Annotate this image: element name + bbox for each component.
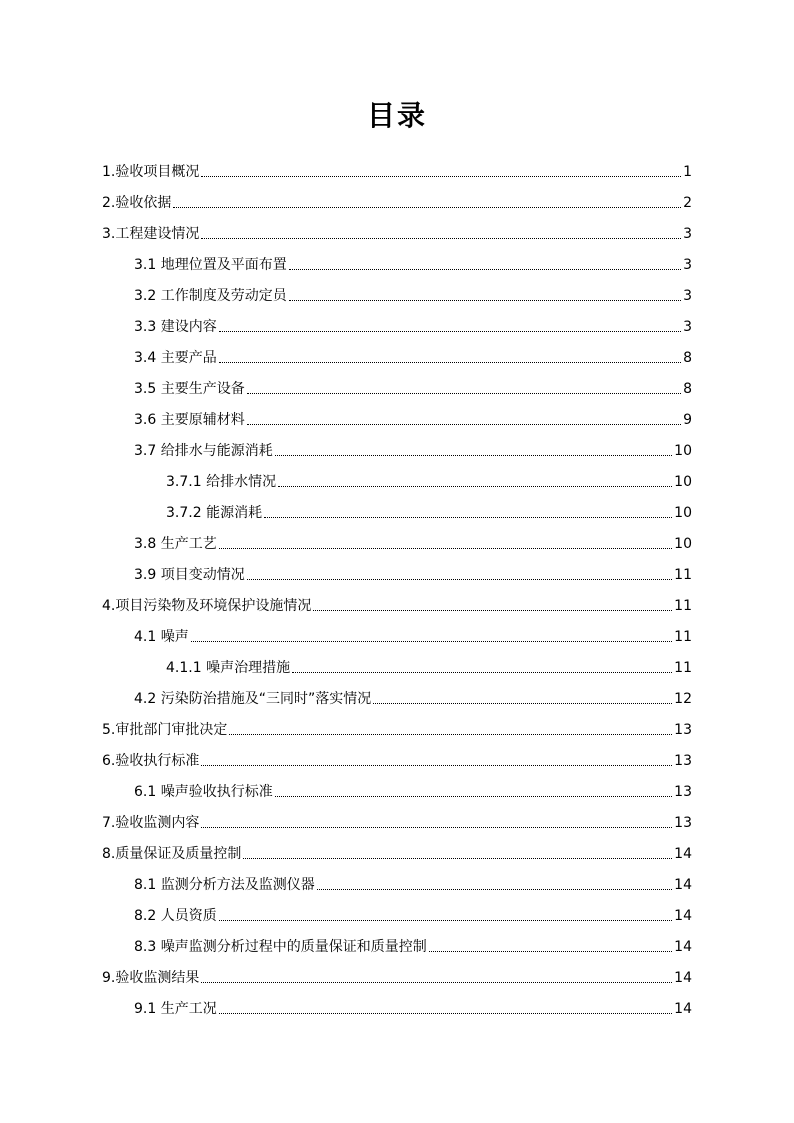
- toc-entry-page-number: 3: [683, 257, 692, 273]
- dot-leader: [317, 888, 672, 890]
- dot-leader: [219, 361, 681, 363]
- toc-list: [102, 153, 692, 1021]
- dot-leader: [373, 702, 672, 704]
- toc-entry-page-number: 2: [683, 195, 692, 211]
- toc-entry-label: 9.验收监测结果: [102, 970, 200, 986]
- toc-entry-page-number: 14: [674, 1001, 692, 1017]
- toc-entry-page-number: 8: [683, 381, 692, 397]
- toc-entry[interactable]: [102, 246, 692, 277]
- toc-entry[interactable]: [102, 680, 692, 711]
- toc-entry-label: 4.1 噪声: [134, 629, 189, 645]
- toc-entry[interactable]: [102, 370, 692, 401]
- toc-entry-page-number: 13: [674, 722, 692, 738]
- dot-leader: [247, 392, 681, 394]
- toc-entry-label: 3.5 主要生产设备: [134, 381, 245, 397]
- dot-leader: [219, 330, 681, 332]
- toc-entry[interactable]: [102, 432, 692, 463]
- dot-leader: [275, 454, 672, 456]
- toc-entry[interactable]: [102, 959, 692, 990]
- toc-entry-label: 6.验收执行标准: [102, 753, 200, 769]
- toc-entry-page-number: 14: [674, 970, 692, 986]
- toc-entry-label: 9.1 生产工况: [134, 1001, 217, 1017]
- toc-entry-page-number: 3: [683, 288, 692, 304]
- toc-entry-label: 3.7.2 能源消耗: [166, 505, 263, 521]
- toc-entry[interactable]: [102, 494, 692, 525]
- dot-leader: [201, 826, 672, 828]
- toc-entry[interactable]: [102, 215, 692, 246]
- toc-entry[interactable]: [102, 866, 692, 897]
- dot-leader: [264, 516, 672, 518]
- dot-leader: [219, 547, 672, 549]
- toc-entry[interactable]: [102, 804, 692, 835]
- toc-entry[interactable]: [102, 835, 692, 866]
- toc-entry-page-number: 10: [674, 474, 692, 490]
- toc-entry-label: 3.8 生产工艺: [134, 536, 217, 552]
- dot-leader: [201, 237, 681, 239]
- toc-entry-page-number: 10: [674, 443, 692, 459]
- toc-entry-label: 3.1 地理位置及平面布置: [134, 257, 287, 273]
- toc-entry[interactable]: [102, 463, 692, 494]
- toc-entry-label: 8.1 监测分析方法及监测仪器: [134, 877, 315, 893]
- toc-entry-page-number: 14: [674, 846, 692, 862]
- toc-entry-page-number: 3: [683, 226, 692, 242]
- toc-entry-label: 5.审批部门审批决定: [102, 722, 228, 738]
- dot-leader: [201, 981, 672, 983]
- toc-entry-label: 3.4 主要产品: [134, 350, 217, 366]
- dot-leader: [429, 950, 672, 952]
- dot-leader: [219, 1012, 672, 1014]
- toc-entry-label: 8.3 噪声监测分析过程中的质量保证和质量控制: [134, 939, 427, 955]
- toc-entry-page-number: 11: [674, 660, 692, 676]
- dot-leader: [275, 795, 672, 797]
- toc-entry-label: 6.1 噪声验收执行标准: [134, 784, 273, 800]
- toc-entry-page-number: 14: [674, 908, 692, 924]
- dot-leader: [173, 206, 681, 208]
- dot-leader: [278, 485, 672, 487]
- toc-entry-page-number: 1: [683, 164, 692, 180]
- toc-entry[interactable]: [102, 773, 692, 804]
- dot-leader: [243, 857, 672, 859]
- toc-entry-label: 3.7 给排水与能源消耗: [134, 443, 273, 459]
- toc-entry-page-number: 9: [683, 412, 692, 428]
- dot-leader: [219, 919, 672, 921]
- toc-entry-label: 3.2 工作制度及劳动定员: [134, 288, 287, 304]
- toc-entry[interactable]: [102, 556, 692, 587]
- toc-entry-label: 4.2 污染防治措施及“三同时”落实情况: [134, 691, 372, 707]
- toc-entry-page-number: 13: [674, 815, 692, 831]
- toc-entry-page-number: 11: [674, 629, 692, 645]
- toc-entry-label: 3.7.1 给排水情况: [166, 474, 277, 490]
- toc-entry-page-number: 14: [674, 877, 692, 893]
- dot-leader: [247, 423, 681, 425]
- toc-entry-page-number: 12: [674, 691, 692, 707]
- toc-entry[interactable]: [102, 401, 692, 432]
- toc-entry-page-number: 13: [674, 784, 692, 800]
- dot-leader: [229, 733, 672, 735]
- toc-title: 目录: [366, 99, 427, 132]
- toc-entry-label: 3.3 建设内容: [134, 319, 217, 335]
- toc-entry[interactable]: [102, 339, 692, 370]
- toc-entry-label: 3.9 项目变动情况: [134, 567, 245, 583]
- toc-entry[interactable]: [102, 587, 692, 618]
- toc-entry[interactable]: [102, 649, 692, 680]
- dot-leader: [201, 175, 681, 177]
- dot-leader: [289, 299, 681, 301]
- toc-entry[interactable]: [102, 928, 692, 959]
- toc-entry-label: 3.工程建设情况: [102, 226, 200, 242]
- toc-entry-page-number: 11: [674, 567, 692, 583]
- toc-entry-label: 2.验收依据: [102, 195, 172, 211]
- toc-entry[interactable]: [102, 525, 692, 556]
- dot-leader: [191, 640, 672, 642]
- toc-entry[interactable]: [102, 184, 692, 215]
- toc-entry[interactable]: [102, 308, 692, 339]
- toc-entry[interactable]: [102, 711, 692, 742]
- toc-entry-label: 8.2 人员资质: [134, 908, 217, 924]
- dot-leader: [247, 578, 672, 580]
- toc-entry-label: 7.验收监测内容: [102, 815, 200, 831]
- dot-leader: [201, 764, 672, 766]
- dot-leader: [289, 268, 681, 270]
- toc-entry[interactable]: [102, 277, 692, 308]
- toc-entry[interactable]: [102, 742, 692, 773]
- toc-entry-label: 4.1.1 噪声治理措施: [166, 660, 291, 676]
- dot-leader: [292, 671, 672, 673]
- toc-entry-label: 3.6 主要原辅材料: [134, 412, 245, 428]
- toc-entry-page-number: 13: [674, 753, 692, 769]
- toc-entry[interactable]: [102, 897, 692, 928]
- toc-entry-label: 8.质量保证及质量控制: [102, 846, 242, 862]
- toc-entry-label: 1.验收项目概况: [102, 164, 200, 180]
- toc-entry-page-number: 10: [674, 536, 692, 552]
- toc-entry-label: 4.项目污染物及环境保护设施情况: [102, 598, 312, 614]
- dot-leader: [313, 609, 672, 611]
- toc-entry-page-number: 8: [683, 350, 692, 366]
- toc-entry[interactable]: [102, 153, 692, 184]
- toc-entry[interactable]: [102, 990, 692, 1021]
- toc-entry-page-number: 11: [674, 598, 692, 614]
- toc-entry-page-number: 3: [683, 319, 692, 335]
- toc-entry-page-number: 10: [674, 505, 692, 521]
- toc-entry[interactable]: [102, 618, 692, 649]
- toc-entry-page-number: 14: [674, 939, 692, 955]
